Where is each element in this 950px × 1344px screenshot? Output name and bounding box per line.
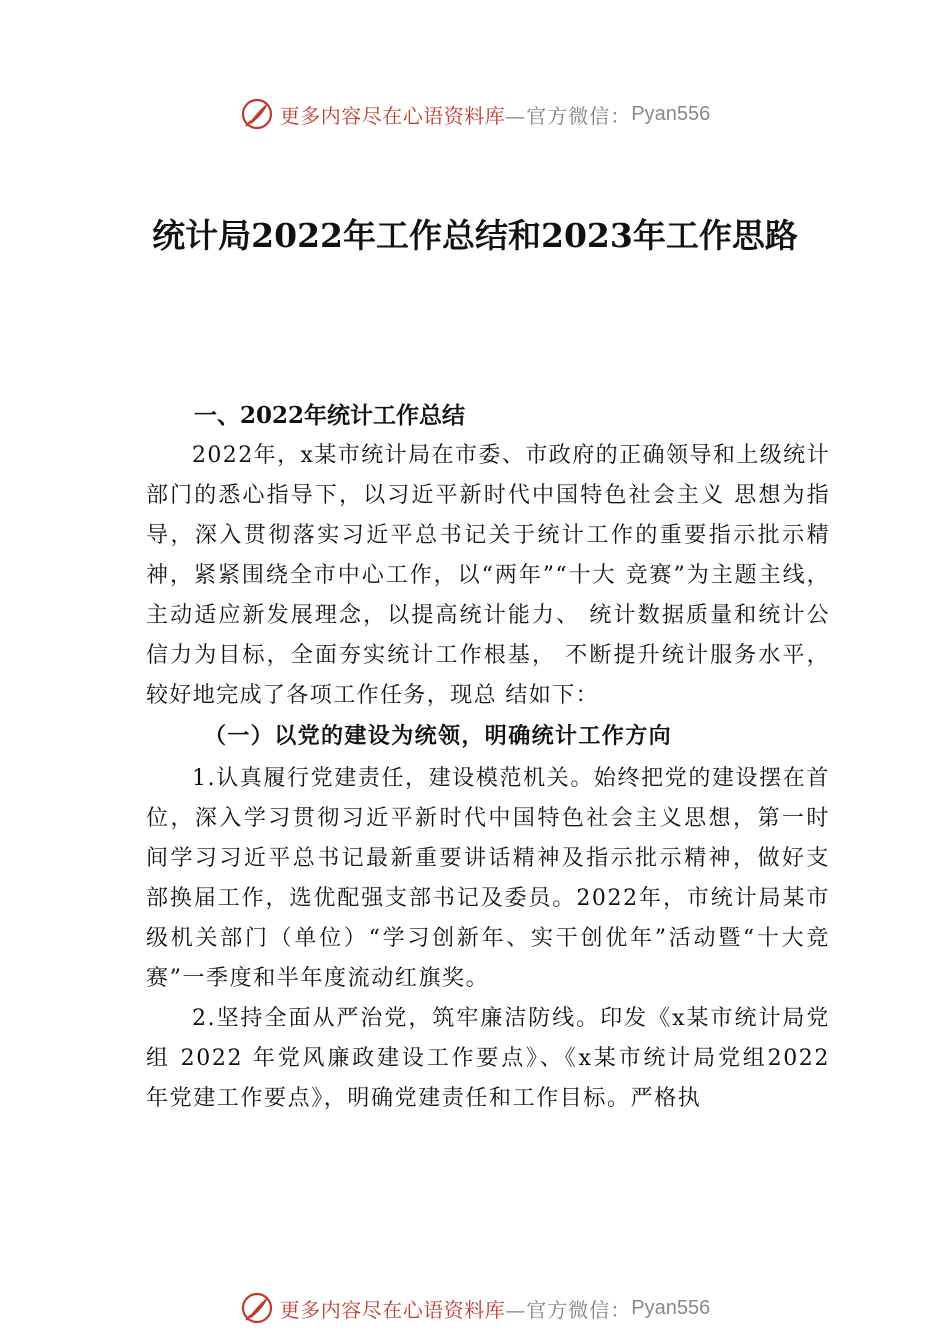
watermark-grey-text: —官方微信： bbox=[505, 1297, 632, 1322]
watermark-grey-text: —官方微信： bbox=[505, 103, 632, 128]
watermark-red-text: 更多内容尽在心语资料库 bbox=[279, 103, 506, 128]
section-heading: 一、2022年统计工作总结 bbox=[194, 402, 466, 429]
document-title: 统计局2022年工作总结和2023年工作思路 bbox=[152, 216, 798, 255]
watermark-banner-bottom bbox=[0, 1288, 950, 1328]
watermark-account: Pyan556 bbox=[631, 1296, 711, 1319]
quill-pen-logo-icon bbox=[240, 97, 274, 131]
item-paragraph-2: 2.坚持全面从严治党，筑牢廉洁防线。印发《x某市统计局党组 2022 年党风廉政建设工作要点》、《x某市统计局党组2022 年党建工作要点》，明确党建责任和工作目标。严格执 bbox=[146, 1006, 830, 1111]
item-paragraph-1: 1.认真履行党建责任，建设模范机关。始终把党的建设摆在首位，深入学习贯彻习近平新时代中国特色社会主义思想，第一时间学习习近平总书记最新重要讲话精神及指示批示精神，做好支部换届工作，选优配强支部书记及委员。2022年，市统计局某市级机关部门（单位）“学习创新年、实干创优年”活动暨“十大竞赛”一季度和半年度流动红旗奖。 bbox=[146, 766, 830, 991]
quill-pen-logo-icon bbox=[240, 1291, 274, 1325]
subsection-heading: （一）以党的建设为统领，明确统计工作方向 bbox=[204, 723, 673, 749]
watermark-red-text: 更多内容尽在心语资料库 bbox=[279, 1297, 506, 1322]
intro-paragraph: 2022年，x某市统计局在市委、市政府的正确领导和上级统计部门的悉心指导下，以习近平新时代中国特色社会主义 思想为指导，深入贯彻落实习近平总书记关于统计工作的重要指示批示精神，紧紧围绕全市中心工作，以“两年”“十大 竞赛”为主题主线，主动适应新发展理念，以提高统计能力、 统计数据质量和统计公信力为目标，全面夯实统计工作根基， 不断提升统计服务水平，较好地完成了各项工作任务，现总 结如下： bbox=[146, 443, 830, 708]
document-body bbox=[146, 396, 830, 1119]
watermark-account: Pyan556 bbox=[631, 102, 711, 125]
watermark-banner-top bbox=[0, 94, 950, 134]
